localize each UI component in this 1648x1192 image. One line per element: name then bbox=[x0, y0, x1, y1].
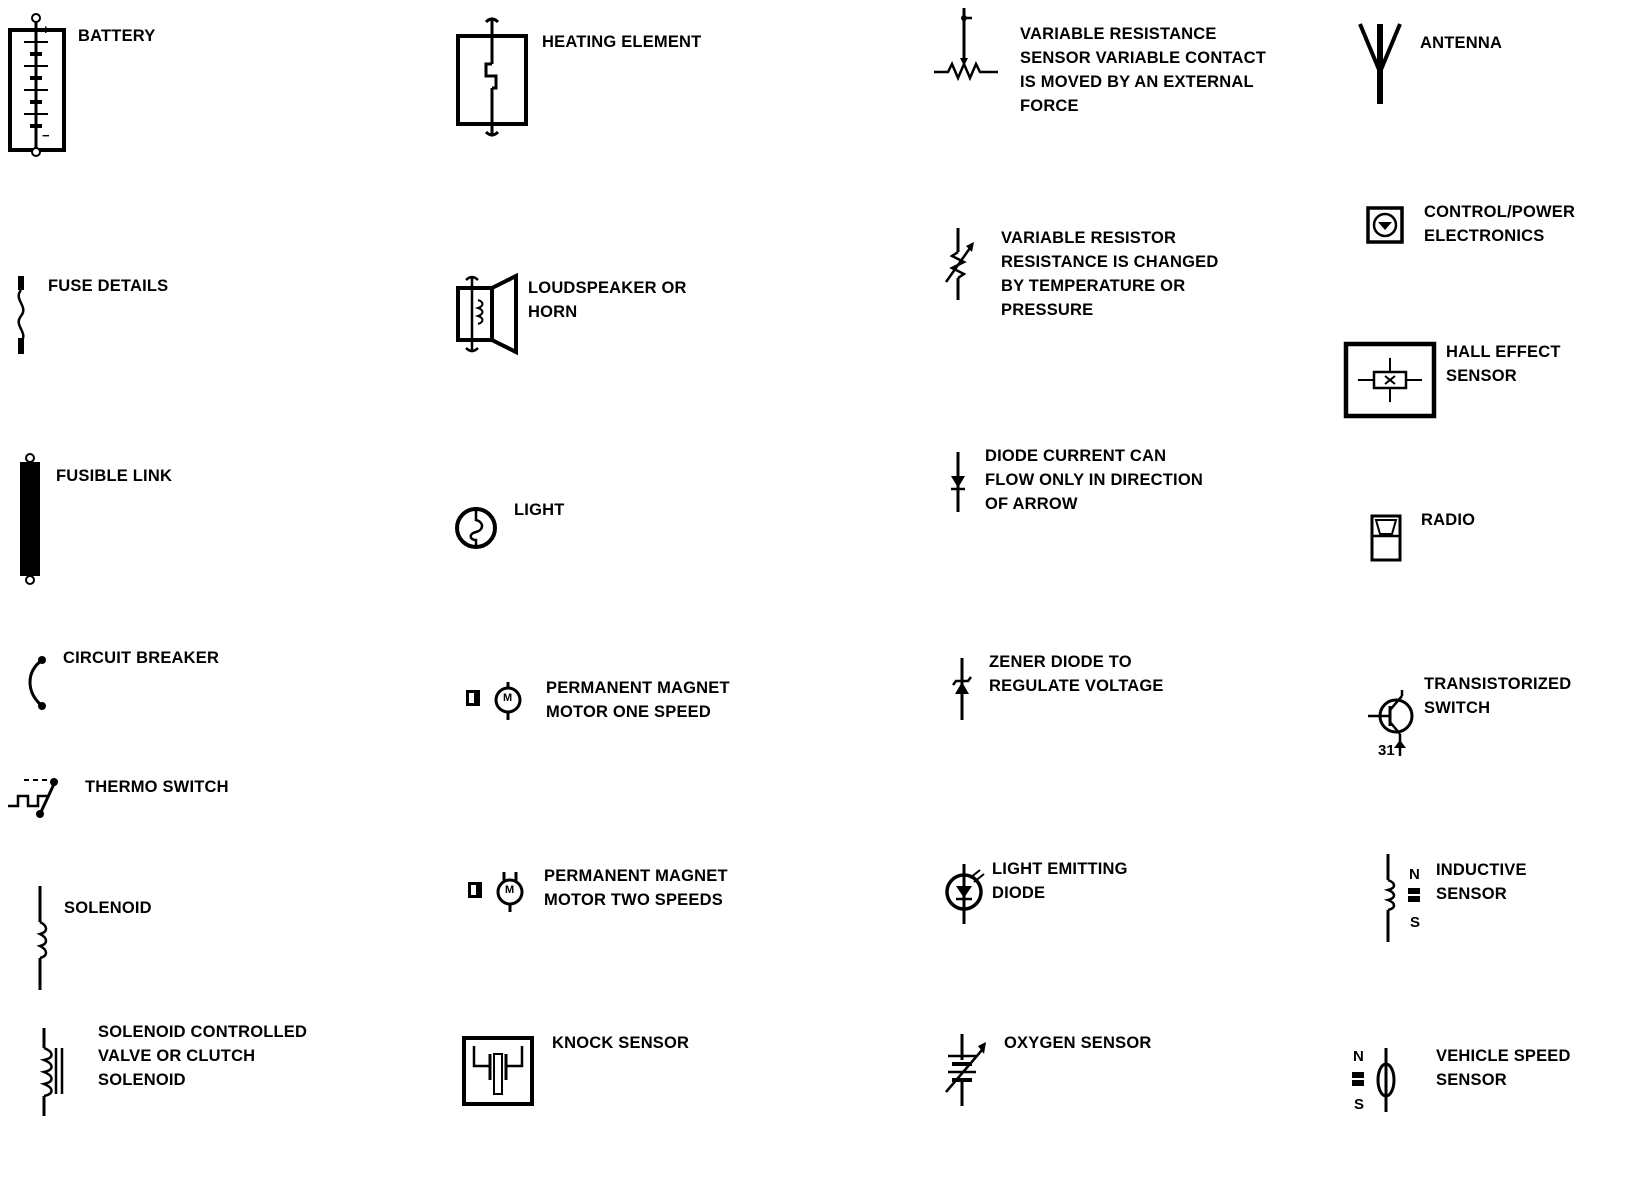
light-label: LIGHT bbox=[514, 501, 565, 519]
knock-sensor-icon bbox=[458, 1032, 538, 1112]
inductive-sensor-north: N bbox=[1409, 866, 1420, 883]
transistor-switch-label: TRANSISTORIZED SWITCH bbox=[1424, 675, 1572, 717]
solenoid-icon bbox=[26, 882, 56, 992]
battery-plus: + bbox=[42, 22, 50, 37]
battery-icon bbox=[0, 0, 80, 170]
transistor-terminal-31: 31 bbox=[1378, 742, 1395, 759]
thermo-switch-icon bbox=[4, 772, 74, 822]
inductive-sensor-label: INDUCTIVE SENSOR bbox=[1436, 861, 1527, 903]
loudspeaker-icon bbox=[450, 272, 530, 362]
variable-resistor-label: VARIABLE RESISTOR RESISTANCE IS CHANGED BY TEMPERATURE OR PRESSURE bbox=[1001, 229, 1219, 319]
diode-icon bbox=[944, 448, 974, 518]
fusible-link-icon bbox=[10, 450, 50, 590]
light-icon bbox=[452, 500, 502, 560]
variable-resistance-sensor-icon bbox=[930, 4, 1010, 94]
variable-resistor-icon bbox=[942, 224, 982, 304]
led-label: LIGHT EMITTING DIODE bbox=[992, 860, 1128, 902]
circuit-breaker-label: CIRCUIT BREAKER bbox=[63, 649, 220, 667]
oxygen-sensor-icon bbox=[940, 1030, 990, 1110]
inductive-sensor-symbol bbox=[1376, 850, 1436, 950]
fusible-link-label: FUSIBLE LINK bbox=[56, 467, 173, 485]
motor-one-speed-glyph: M bbox=[503, 692, 513, 704]
led-icon bbox=[940, 860, 990, 930]
thermo-switch-label: THERMO SWITCH bbox=[85, 778, 229, 796]
motor-one-speed-symbol bbox=[462, 678, 532, 724]
antenna-icon bbox=[1356, 18, 1406, 108]
vehicle-speed-sensor-label: VEHICLE SPEED SENSOR bbox=[1436, 1047, 1571, 1089]
motor-two-speeds-glyph: M bbox=[505, 884, 515, 896]
radio-icon bbox=[1368, 512, 1408, 572]
motor-one-speed-label: PERMANENT MAGNET MOTOR ONE SPEED bbox=[546, 679, 730, 721]
motor-two-speeds-icon bbox=[464, 868, 534, 914]
diode-label: DIODE CURRENT CAN FLOW ONLY IN DIRECTION OF ARROW bbox=[985, 447, 1203, 513]
solenoid-label: SOLENOID bbox=[64, 899, 152, 917]
heating-element-icon bbox=[450, 16, 540, 146]
solenoid-valve-label: SOLENOID CONTROLLED VALVE OR CLUTCH SOLENOID bbox=[98, 1023, 308, 1089]
oxygen-sensor-label: OXYGEN SENSOR bbox=[1004, 1034, 1152, 1052]
motor-two-speeds-symbol bbox=[464, 868, 534, 914]
knock-sensor-label: KNOCK SENSOR bbox=[552, 1034, 690, 1052]
battery-minus: − bbox=[42, 128, 50, 143]
loudspeaker-label: LOUDSPEAKER OR HORN bbox=[528, 279, 687, 321]
inductive-sensor-icon bbox=[1376, 850, 1436, 950]
zener-diode-icon bbox=[948, 654, 978, 724]
motor-two-speeds-label: PERMANENT MAGNET MOTOR TWO SPEEDS bbox=[544, 867, 728, 909]
vehicle-speed-sensor-south: S bbox=[1354, 1096, 1365, 1113]
fuse-label: FUSE DETAILS bbox=[48, 277, 169, 295]
inductive-sensor-south: S bbox=[1410, 914, 1421, 931]
battery-label: BATTERY bbox=[78, 27, 156, 45]
hall-effect-icon bbox=[1342, 340, 1442, 422]
variable-resistance-sensor-label: VARIABLE RESISTANCE SENSOR VARIABLE CONTACT IS MOVED BY AN EXTERNAL FORCE bbox=[1020, 25, 1266, 115]
fuse-icon bbox=[8, 272, 48, 362]
zener-diode-label: ZENER DIODE TO REGULATE VOLTAGE bbox=[989, 653, 1164, 695]
transistor-switch-symbol bbox=[1364, 686, 1424, 766]
heating-element-label: HEATING ELEMENT bbox=[542, 33, 702, 51]
solenoid-valve-icon bbox=[30, 1024, 80, 1124]
motor-one-speed-icon bbox=[462, 678, 532, 724]
radio-label: RADIO bbox=[1421, 511, 1476, 529]
circuit-breaker-icon bbox=[20, 648, 60, 718]
antenna-label: ANTENNA bbox=[1420, 34, 1503, 52]
control-electronics-icon bbox=[1364, 204, 1408, 248]
vehicle-speed-sensor-symbol bbox=[1346, 1044, 1406, 1120]
hall-effect-label: HALL EFFECT SENSOR bbox=[1446, 343, 1561, 385]
vehicle-speed-sensor-north: N bbox=[1353, 1048, 1364, 1065]
control-electronics-label: CONTROL/POWER ELECTRONICS bbox=[1424, 203, 1576, 245]
